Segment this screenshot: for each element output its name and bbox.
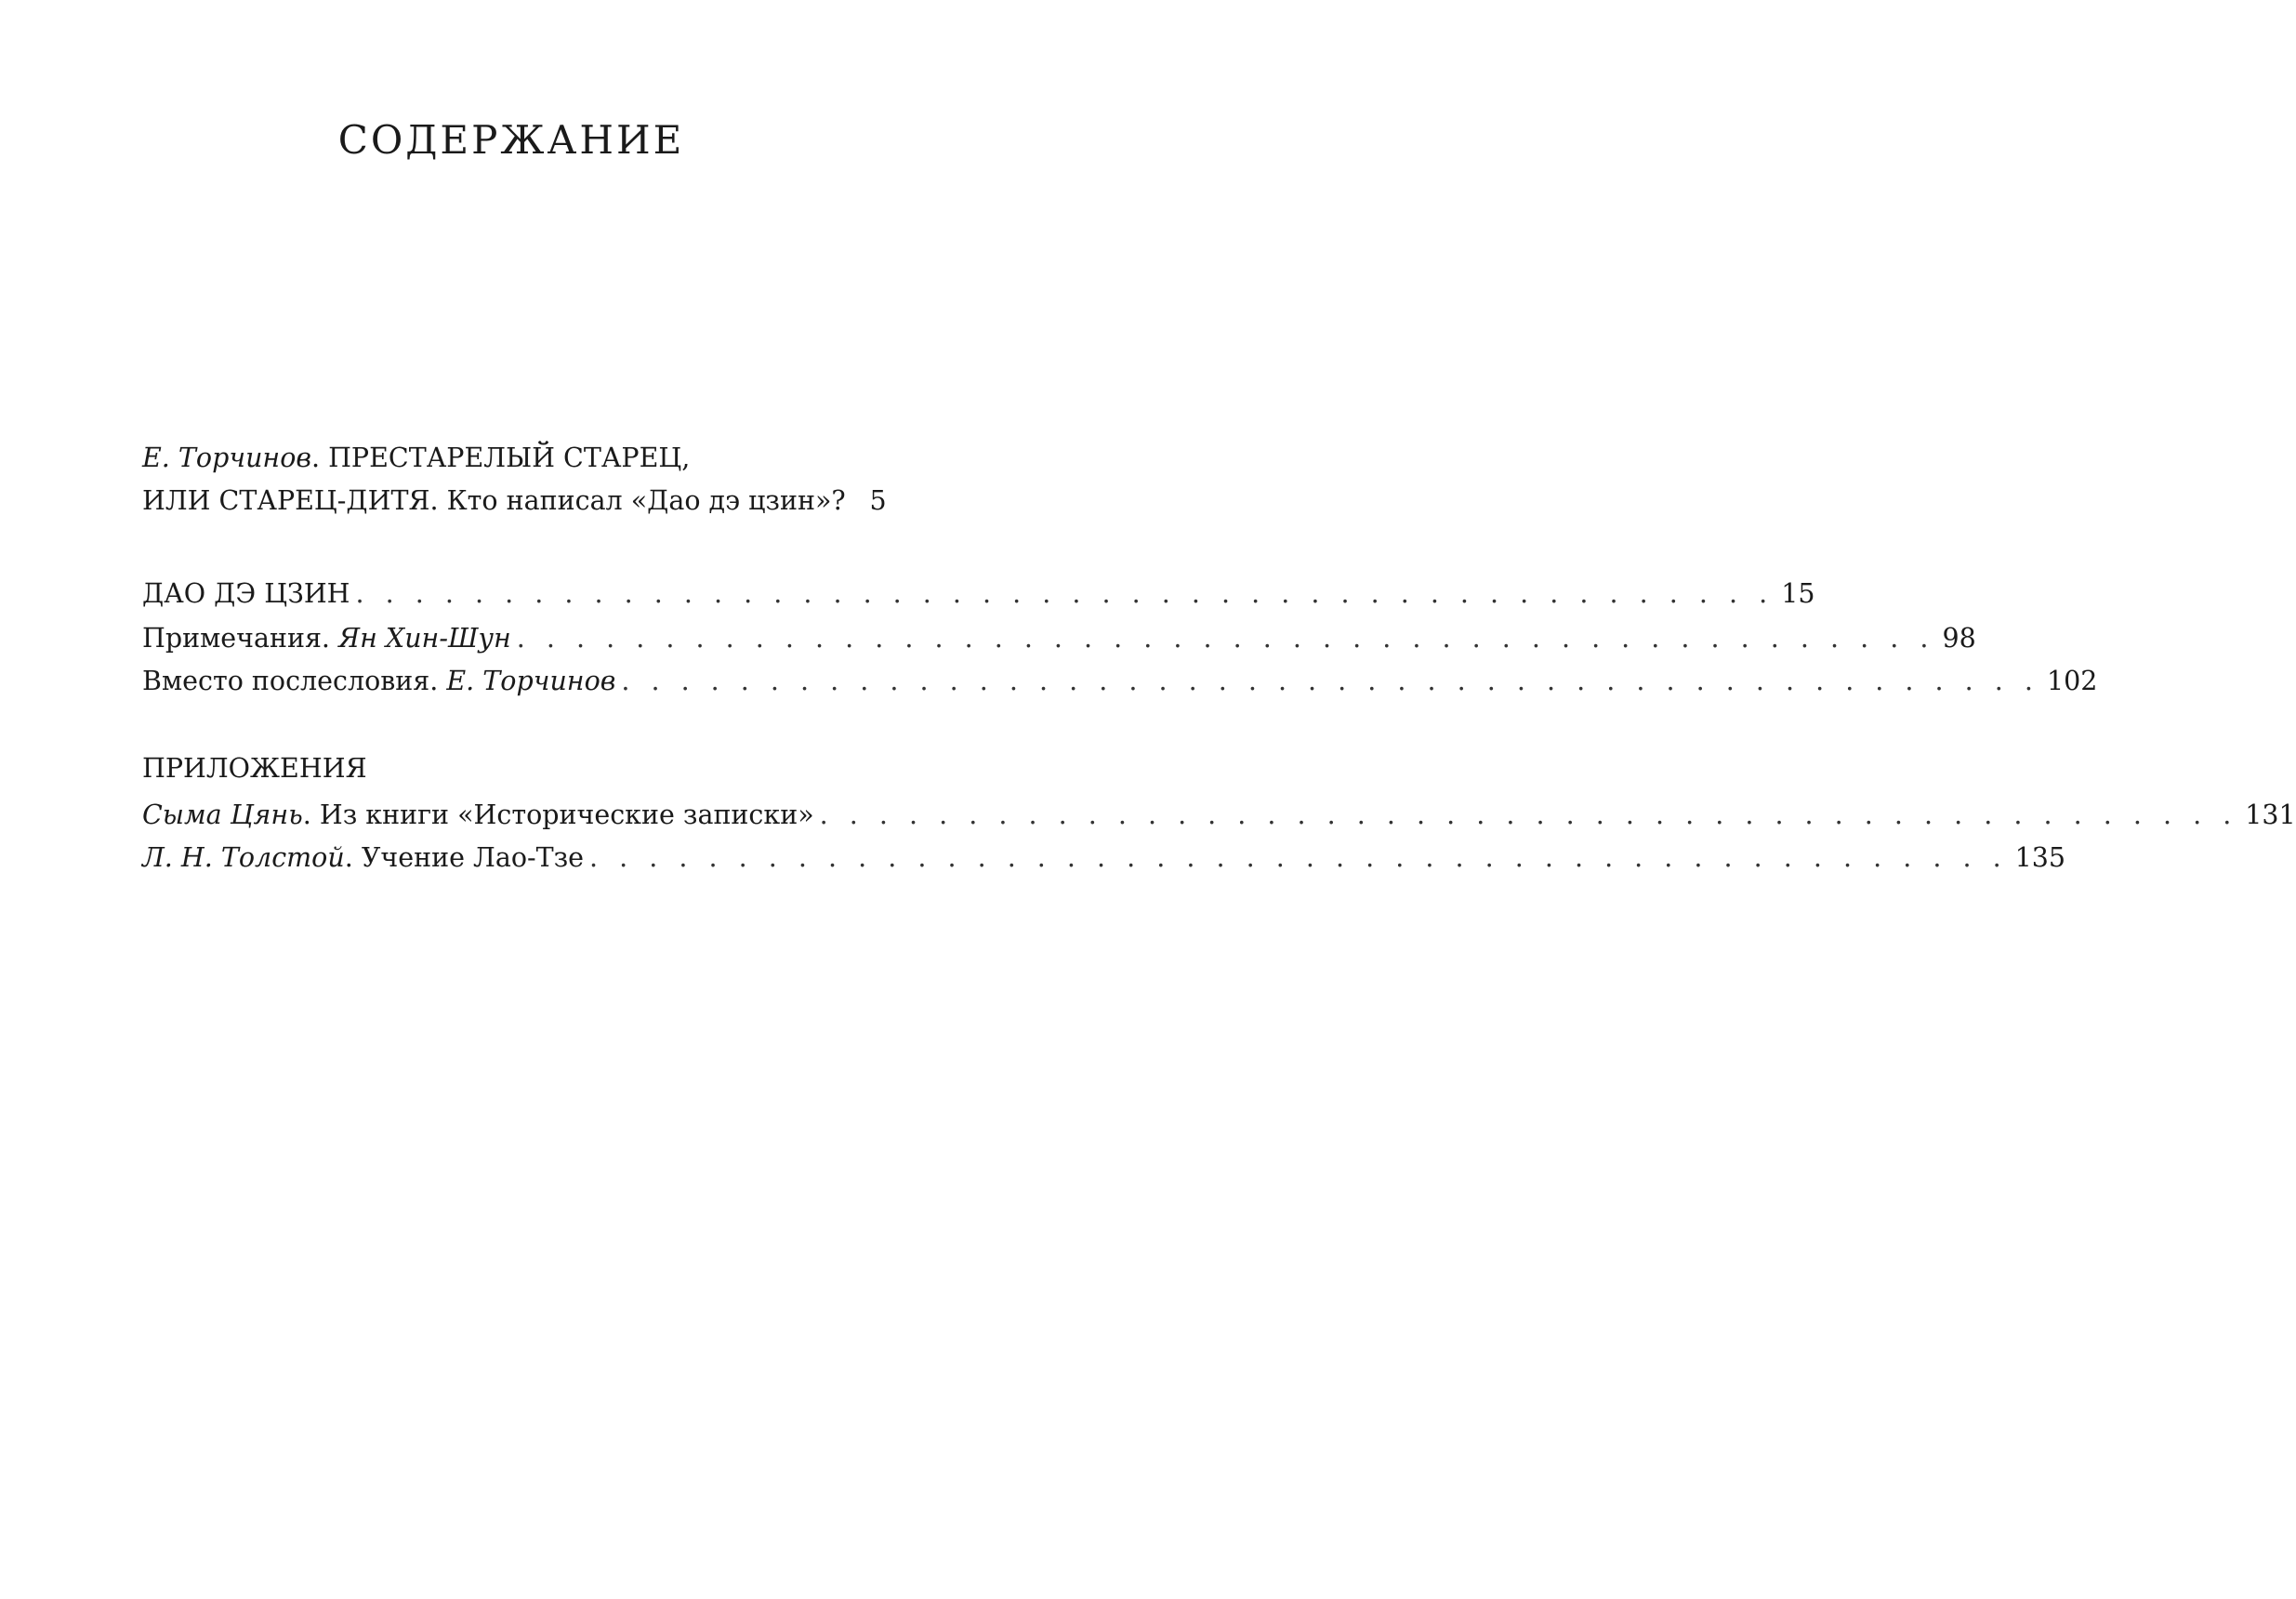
toc-entry-author: Ян Хин-Шун (338, 623, 511, 654)
toc-entry-title-part: Вместо послесловия. (142, 666, 447, 696)
toc-entry-title-part: Примечания. (142, 623, 339, 654)
toc-entry-dao-de-jing[interactable] (142, 573, 1815, 615)
toc-entry-title (142, 617, 511, 660)
toc-entry-title: ДАО ДЭ ЦЗИН (142, 578, 350, 609)
table-of-contents (142, 437, 2296, 879)
toc-page-number: 102 (2046, 666, 2098, 696)
dot-leader: . . . . . . . . . . . . . . . . . . . . . . . . . . . . . . . . . . . . . . . . . . . . . . . . (589, 842, 2008, 873)
toc-entry-afterword[interactable] (142, 660, 2098, 703)
toc-entry-tolstoy[interactable] (142, 837, 2066, 879)
toc-entry-line-2 (142, 480, 887, 522)
toc-entry-line-1 (142, 437, 881, 480)
toc-entry-author: Л. Н. Толстой (142, 842, 345, 873)
page-title: СОДЕРЖАНИЕ (337, 117, 685, 163)
toc-entry-author: Е. Торчинов (142, 443, 311, 473)
toc-entry-title (142, 837, 584, 879)
toc-page-number: 135 (2014, 842, 2066, 873)
toc-page-number: 98 (1942, 623, 1976, 654)
toc-page-number: 5 (869, 485, 887, 516)
toc-entry-title-part: . ПРЕСТАРЕЛЫЙ СТАРЕЦ, (310, 443, 691, 473)
toc-entry-sima-qian[interactable] (142, 794, 2296, 837)
toc-entry-author: Сыма Цянь (142, 800, 303, 830)
toc-entry-title-part: ИЛИ СТАРЕЦ-ДИТЯ. Кто написал «Дао дэ цзин»? (142, 485, 846, 516)
toc-section-appendix: ПРИЛОЖЕНИЯ (142, 753, 367, 784)
toc-entry-title-part: . Учение Лао-Тзе (344, 842, 585, 873)
dot-leader: . . . . . . . . . . . . . . . . . . . . . . . . . . . . . . . . . . . . . . . . . . . . . . . . (355, 578, 1775, 609)
toc-entry-author: Е. Торчинов (446, 666, 616, 696)
toc-entry-notes[interactable] (142, 617, 1976, 660)
toc-entry-torchinov-preface[interactable] (142, 437, 887, 522)
toc-entry-title-part: . Из книги «Исторические записки» (302, 800, 814, 830)
toc-page-number: 131 (2245, 800, 2296, 830)
toc-page-number: 15 (1781, 578, 1815, 609)
toc-entry-title (142, 794, 814, 837)
dot-leader: . . . . . . . . . . . . . . . . . . . . . . . . . . . . . . . . . . . . . . . . . . . . . . . . (516, 623, 1935, 654)
dot-leader: . . . . . . . . . . . . . . . . . . . . . . . . . . . . . . . . . . . . . . . . . . . . . . . . (621, 666, 2039, 696)
toc-entry-title (142, 660, 615, 703)
dot-leader: . . . . . . . . . . . . . . . . . . . . . . . . . . . . . . . . . . . . . . . . . . . . . . . . (819, 800, 2238, 830)
